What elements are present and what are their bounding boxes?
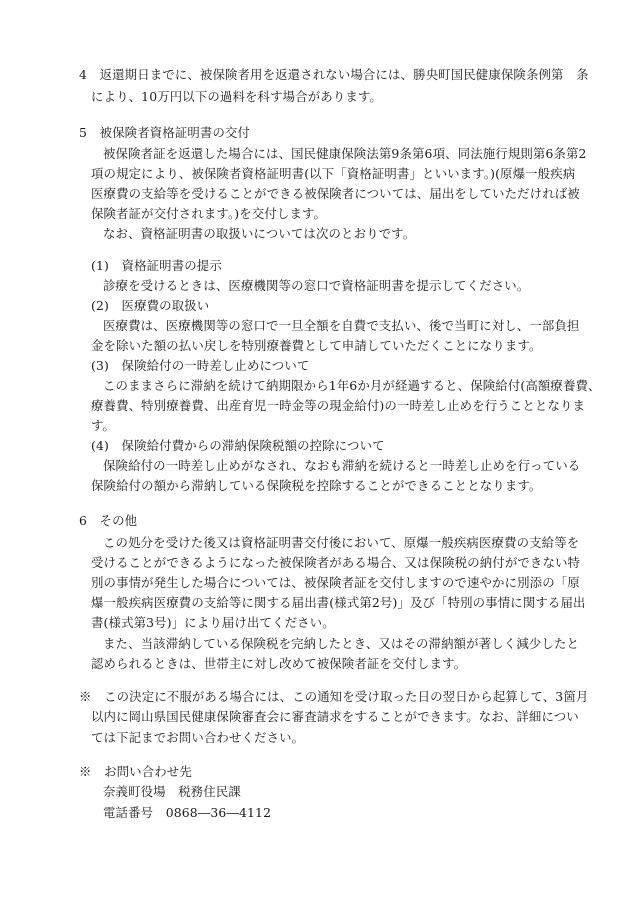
- sub3-line2: 療養費、特別療養費、出産育児一時金等の現金給付)の一時差し止めを行うこととなりま: [91, 398, 586, 413]
- sub1-line1: 診療を受けるときは、医療機関等の窓口で資格証明書を提示してください。: [103, 278, 530, 293]
- sub2-line2: 金を除いた額の払い戻しを特別療養費として申請していただくことになります。: [91, 338, 542, 353]
- sub3-heading: (3) 保険給付の一時差し止めについて: [91, 358, 310, 373]
- item4-line1: 4 返還期日までに、被保険者用を返還されない場合には、勝央町国民健康保険条例第 条: [79, 67, 589, 82]
- contact-office: 奈義町役場 税務住民課: [103, 784, 241, 799]
- sub2-line1: 医療費は、医療機関等の窓口で一旦全額を自費で支払い、後で当町に対し、一部負担: [103, 318, 580, 333]
- item6-heading: 6 その他: [79, 513, 138, 528]
- item5-para1-line2: 項の規定により、被保険者資格証明書(以下「資格証明書」といいます。)(原爆一般疾病: [91, 166, 576, 181]
- sub4-line2: 保険給付の額から滞納している保険税を控除することができることとなります。: [91, 478, 542, 493]
- sub2-heading: (2) 医療費の取扱い: [91, 298, 210, 313]
- contact-phone: 電話番号 0868―36―4112: [103, 805, 272, 820]
- item6-para1-line1: この処分を受けた後又は資格証明書交付後において、原爆一般疾病医療費の支給等を: [103, 535, 580, 550]
- sub1-heading: (1) 資格証明書の提示: [91, 258, 222, 273]
- note-line3: ては下記までお問い合わせください。: [91, 730, 305, 745]
- sub3-line1: このままさらに滞納を続けて納期限から1年6か月が経過すると、保険給付(高額療養費、: [103, 378, 601, 393]
- item5-para2: なお、資格証明書の取扱いについては次のとおりです。: [103, 226, 416, 241]
- item6-para1-line2: 受けることができるようになった被保険者がある場合、又は保険税の納付ができない特: [91, 555, 581, 570]
- item6-para1-line5: 書(様式第3号)」により届け出てください。: [91, 615, 335, 630]
- item5-para1-line4: 保険者証が交付されます。)を交付します。: [91, 206, 327, 221]
- contact-heading: ※ お問い合わせ先: [79, 764, 192, 779]
- item6-para1-line4: 爆一般疾病医療費の支給等に関する届出書(様式第2号)」及び「特別の事情に関する届出: [91, 595, 586, 610]
- note-line2: 以内に岡山県国民健康保険審査会に審査請求をすることができます。なお、詳細につい: [91, 709, 579, 724]
- item6-para2-line1: また、当該滞納している保険税を完納したとき、又はその滞納額が著しく減少したと: [103, 636, 580, 651]
- item5-heading: 5 被保険者資格証明書の交付: [79, 125, 251, 140]
- sub3-line3: す。: [91, 418, 116, 433]
- item4-line2: により、10万円以下の過料を科す場合があります。: [91, 89, 382, 104]
- sub4-line1: 保険給付の一時差し止めがなされ、なおも滞納を続けると一時差し止めを行っている: [103, 458, 581, 473]
- item6-para1-line3: 別の事情が発生した場合については、被保険者証を交付しますので速やかに別添の「原: [91, 575, 580, 590]
- item5-para1-line1: 被保険者証を返還した場合には、国民健康保険法第9条第6項、同法施行規則第6条第2: [103, 146, 587, 161]
- item6-para2-line2: 認められるときは、世帯主に対し改めて被保険者証を交付します。: [91, 656, 467, 671]
- item5-para1-line3: 医療費の支給等を受けることができる被保険者については、届出をしていただければ被: [91, 186, 580, 201]
- note-line1: ※ この決定に不服がある場合には、この通知を受け取った日の翌日から起算して、3箇月: [79, 689, 589, 704]
- sub4-heading: (4) 保険給付費からの滞納保険税額の控除について: [91, 438, 385, 453]
